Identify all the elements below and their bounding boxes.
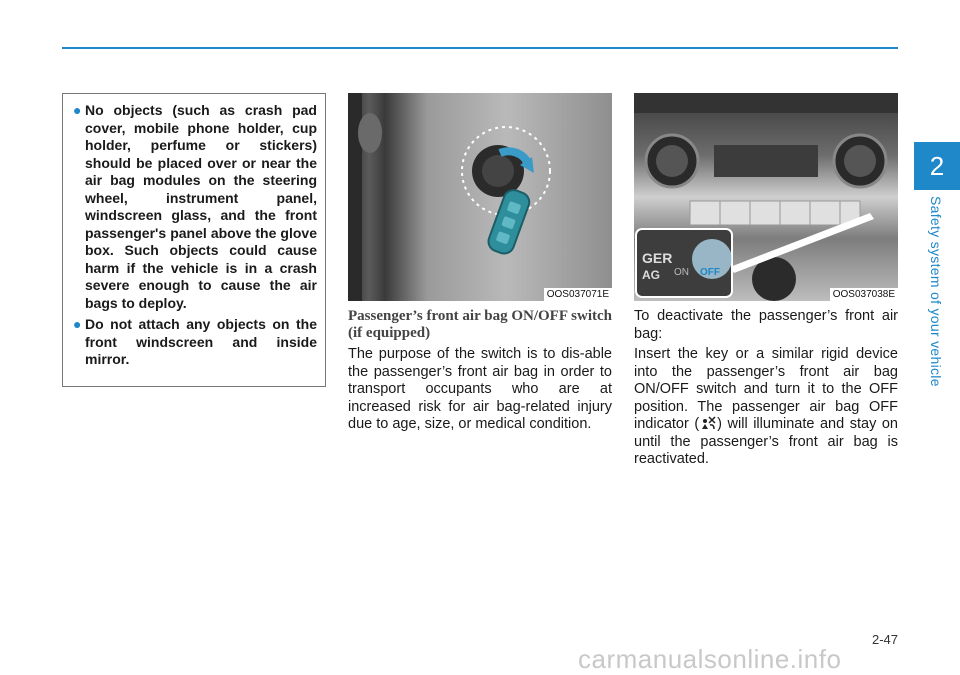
airbag-off-icon	[699, 416, 717, 430]
chapter-title: Safety system of your vehicle	[928, 196, 944, 387]
figure-on-label: ON	[674, 267, 689, 278]
chapter-number-tab	[914, 142, 960, 190]
figure-off-label: OFF	[700, 267, 720, 278]
key-switch-illustration	[348, 93, 612, 301]
paragraph-deactivate-intro: To deactivate the passenger’s front air bag:	[634, 308, 898, 342]
warning-item-text: Do not attach any objects on the front windscreen and inside mirror.	[85, 316, 317, 367]
figure-partial-label-2: AG	[642, 268, 660, 282]
section-heading: Passenger’s front air bag ON/OFF switch (if equipped)	[348, 308, 613, 341]
warning-item	[71, 102, 317, 312]
warning-box	[62, 93, 326, 387]
warning-item-text: No objects (such as crash pad cover, mobile phone holder, cup holder, perfume or stickers) should be placed over or near the air bag modules on the steering wheel, instrument panel, windscreen glass, and the front passenger's panel above the glove box. Such objects could cause harm if the vehicle is in a crash severe enough to cause the air bags to deploy.	[85, 102, 317, 311]
figure-partial-label-1: GER	[642, 250, 673, 266]
header-rule	[62, 47, 898, 49]
watermark: carmanualsonline.info	[578, 644, 842, 674]
figure-code: OOS037071E	[544, 288, 612, 301]
paragraph-text-before: Insert the key or a similar rigid device into the passenger’s front air bag ON/OFF switch and turn it to the OFF position. The passenger air bag OFF indicator (	[634, 346, 898, 432]
bullet-icon: ●	[73, 102, 82, 118]
paragraph-deactivate-steps	[634, 346, 898, 469]
dashboard-illustration	[634, 93, 898, 301]
chapter-number: 2	[929, 150, 945, 181]
warning-list	[71, 102, 317, 369]
figure-code: OOS037038E	[830, 288, 898, 301]
figure-dashboard-indicator	[634, 93, 898, 301]
warning-item	[71, 316, 317, 369]
bullet-icon: ●	[73, 316, 82, 332]
chapter-title-strip	[916, 196, 956, 396]
paragraph-text-after: ) will illuminate and stay on until the passenger’s front air bag is reactivated.	[634, 416, 898, 467]
paragraph-purpose: The purpose of the switch is to dis-able the passenger’s front air bag in order to transport occupants who are at increased risk for air bag-related injury due to age, size, or medical condition.	[348, 346, 612, 432]
figure-key-switch	[348, 93, 612, 301]
page-number: 2-47	[871, 632, 898, 647]
